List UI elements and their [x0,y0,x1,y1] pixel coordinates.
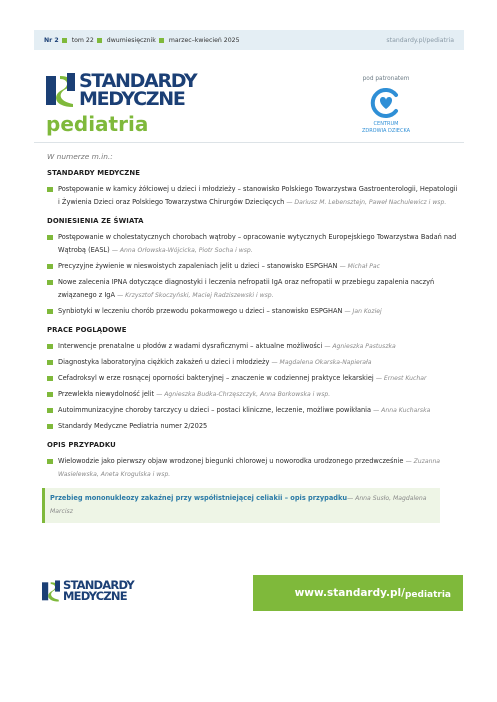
bullet-square-icon [159,38,164,43]
bullet-square-icon [47,187,53,193]
bullet-square-icon [62,38,67,43]
featured-article[interactable] [42,488,440,523]
list-item[interactable] [47,455,459,481]
issue-bar [34,30,464,50]
patron-block [356,76,416,134]
centrum-zdrowia-dziecka-icon [370,87,402,119]
issue-frequency: dwumiesięcznik [106,36,156,44]
article-title: Cefadroksyl w erze rosnącej oporności bakteryjnej – znaczenie w codziennej praktyce lekarskiej [58,374,374,382]
bullet-square-icon [47,408,53,414]
issue-period: marzec–kwiecień 2025 [168,36,240,44]
bullet-square-icon [47,309,53,315]
bullet-square-icon [47,235,53,241]
article-title: Wielowodzie jako pierwszy objaw wrodzonej biegunki chlorowej u noworodka urodzonego przedwcześnie [58,457,404,465]
list-item[interactable] [47,340,459,353]
logo-mark-icon [46,73,75,107]
article-title: Autoimmunizacyjne choroby tarczycy u dzieci – postaci kliniczne, leczenie, możliwe powikłania [58,406,372,414]
article-title: Diagnostyka laboratoryjna ciężkich zakażeń u dzieci i młodzieży [58,358,270,366]
footer-wordmark: STANDARDY MEDYCZNE [63,578,134,603]
header-url-link[interactable]: standardy.pl/pediatria [386,36,454,44]
table-of-contents [47,152,459,523]
footer-logo [42,580,134,602]
bullet-square-icon [47,264,53,270]
footer-url-domain: www.standardy.pl/ [294,587,405,599]
section-title-prace: PRACE POGLĄDOWE [47,326,127,334]
list-item[interactable] [47,388,459,401]
bullet-square-icon [47,360,53,366]
article-authors: — Dariusz M. Lebensztejn, Paweł Nachulewicz i wsp. [286,199,447,206]
article-authors: — Magdalena Okarska-Napierała [271,359,372,366]
issue-meta [44,37,240,44]
issue-number: Nr 2 [44,36,59,44]
divider [34,142,464,143]
article-authors: — Michał Pac [339,263,380,270]
featured-article-authors: — Anna Susło, Magdalena Marcisz [50,495,427,515]
bullet-square-icon [47,392,53,398]
patron-name: CENTRUM ZDROWIA DZIECKA [361,121,411,134]
patron-label: pod patronatem [362,76,410,82]
article-title: Precyzyjne żywienie w nieswoistych zapaleniach jelit u dzieci – stanowisko ESPGHAN [58,262,338,270]
bullet-square-icon [47,344,53,350]
article-title: Standardy Medyczne Pediatria numer 2/2025 [58,422,208,430]
bullet-square-icon [47,424,53,430]
footer-url-link[interactable] [253,575,463,611]
list-item[interactable] [47,420,459,433]
article-authors: — Agnieszka Budka-Chrzęszczyk, Anna Borkowska i wsp. [156,391,331,398]
bullet-square-icon [97,38,102,43]
list-item[interactable] [47,404,459,417]
list-item[interactable] [47,305,459,318]
bullet-square-icon [47,459,53,465]
article-title: Interwencje prenatalne u płodów z wadami dysraficznymi – aktualne możliwości [58,342,323,350]
logo-mark-icon [42,580,60,602]
journal-subtitle: pediatria [46,112,149,136]
logo-wordmark: STANDARDY MEDYCZNE [79,70,197,111]
bullet-square-icon [47,376,53,382]
featured-article-title: Przebieg mononukleozy zakaźnej przy współistniejącej celiakii – opis przypadku [50,494,348,502]
article-authors: — Anna Kucharska [373,407,431,414]
article-title: Postępowanie w kamicy żółciowej u dzieci i młodzieży – stanowisko Polskiego Towarzystwa Gastroenterologii, Hepatologii i Żywienia Dzieci oraz Polskiego Towarzystwa Chirurgów Dziecięcych [58,185,458,206]
list-item[interactable] [47,276,459,302]
article-authors: — Ernest Kuchar [375,375,427,382]
section-title-opis: OPIS PRZYPADKU [47,441,116,449]
article-title: Postępowanie w cholestatycznych chorobach wątroby – opracowanie wytycznych Europejskiego Towarzystwa Badań nad Wątrobą (EASL) [58,233,457,254]
footer-url-path: pediatria [404,589,451,600]
section-title-standardy: STANDARDY MEDYCZNE [47,169,141,177]
list-item[interactable] [47,356,459,369]
contents-lead: W numerze m.in.: [47,152,113,161]
article-authors: — Agnieszka Pastuszka [324,343,396,350]
section-title-doniesienia: DONIESIENIA ZE ŚWIATA [47,217,144,225]
article-authors: — Krzysztof Skoczyński, Maciej Radziszewski i wsp. [117,292,274,299]
list-item[interactable] [47,231,459,257]
article-title: Przewlekła niewydolność jelit [58,390,155,398]
standardy-medyczne-logo [46,70,197,111]
list-item[interactable] [47,260,459,273]
list-item[interactable] [47,372,459,385]
bullet-square-icon [47,280,53,286]
article-authors: — Zuzanna Wasielewska, Aneta Krogulska i wsp. [58,458,441,478]
article-authors: — Jan Koziej [344,308,382,315]
article-title: Synbiotyki w leczeniu chorób przewodu pokarmowego u dzieci – stanowisko ESPGHAN [58,307,343,315]
article-authors: — Anna Orłowska-Wójcicka, Piotr Socha i wsp. [111,247,253,254]
article-title: Nowe zalecenia IPNA dotyczące diagnostyki i leczenia nefropatii IgA oraz nefropatii w przebiegu zapalenia naczyń związanego z IgA [58,278,435,299]
issue-volume: tom 22 [71,36,94,44]
list-item[interactable] [47,183,459,209]
